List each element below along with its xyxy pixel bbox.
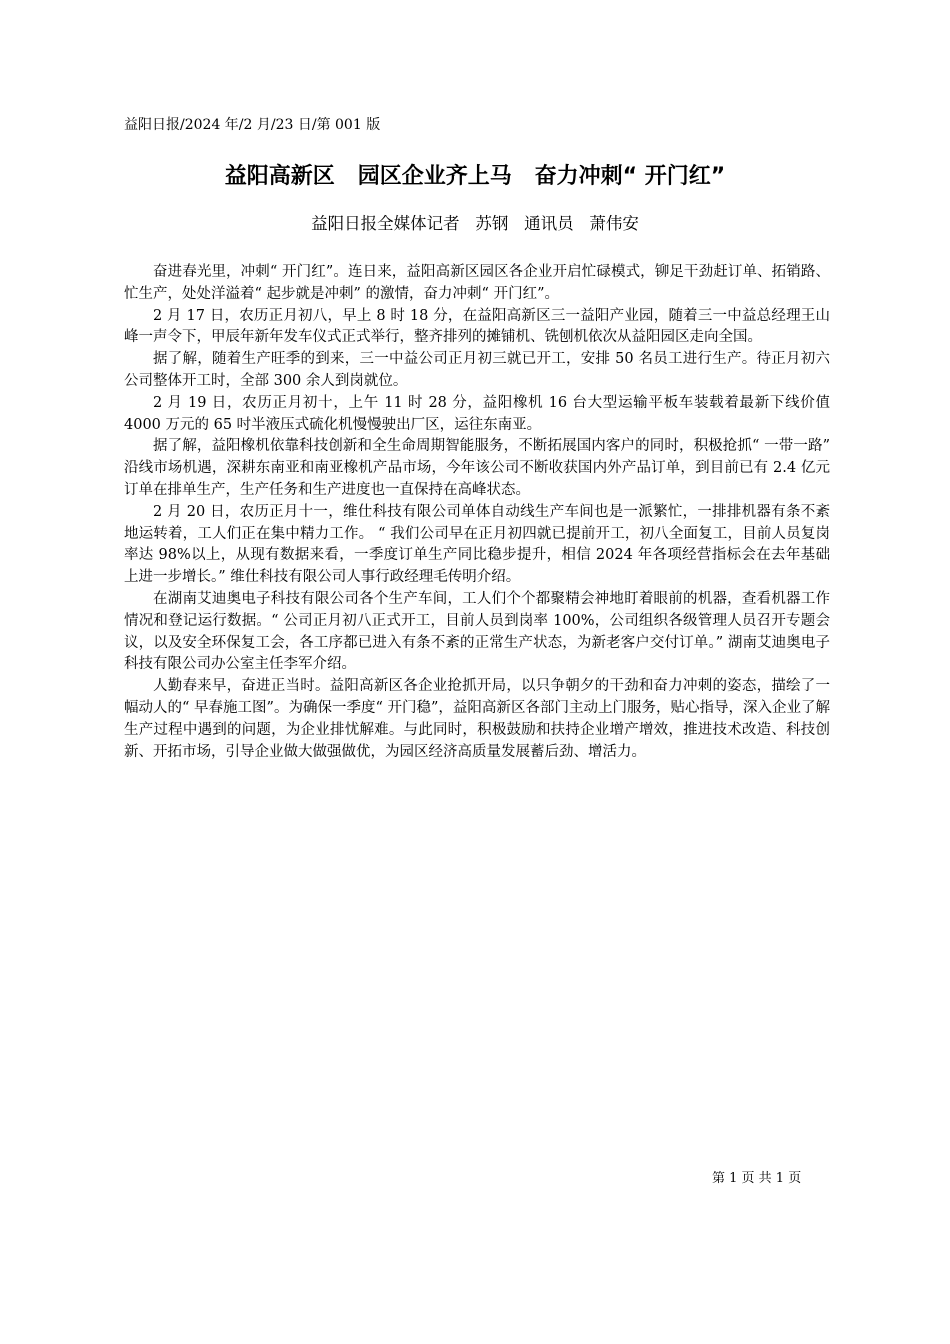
article-body: [124, 262, 830, 763]
paragraph: 2 月 20 日，农历正月十一，维仕科技有限公司单体自动线生产车间也是一派繁忙，一排排机器有条不紊地运转着，工人们正在集中精力工作。 “ 我们公司早在正月初四就已提前开工，初八全面复工，目前人员复岗率达 98%以上，从现有数据来看，一季度订单生产同比稳步提升，相信 2024 年各项经营指标会在去年基础上进一步增长。” 维仕科技有限公司人事行政经理毛传明介绍。: [124, 503, 830, 586]
paragraph: 奋进春光里，冲刺“ 开门红”。连日来，益阳高新区园区各企业开启忙碌模式，铆足干劲赶订单、拓销路、忙生产，处处洋溢着“ 起步就是冲刺” 的激情，奋力冲刺“ 开门红”。: [124, 264, 830, 302]
paragraph: 2 月 19 日，农历正月初十，上午 11 时 28 分，益阳橡机 16 台大型运输平板车装载着最新下线价值 4000 万元的 65 吋半液压式硫化机慢慢驶出厂区，运往东南亚。: [124, 394, 830, 433]
article-title: 益阳高新区 园区企业齐上马 奋力冲刺“ 开门红”: [224, 164, 726, 189]
page-number: 第 1 页 共 1 页: [712, 1171, 802, 1186]
paragraph: 据了解，益阳橡机依靠科技创新和全生命周期智能服务，不断拓展国内客户的同时，积极抢抓“ 一带一路” 沿线市场机遇，深耕东南亚和南亚橡机产品市场，今年该公司不断收获国内外产品订单，到目前已有 2.4 亿元订单在排单生产，生产任务和生产进度也一直保持在高峰状态。: [124, 438, 830, 498]
article-byline: 益阳日报全媒体记者 苏钢 通讯员 萧伟安: [311, 214, 639, 233]
paragraph: 人勤春来早，奋进正当时。益阳高新区各企业抢抓开局，以只争朝夕的干劲和奋力冲刺的姿态，描绘了一幅动人的“ 早春施工图”。为确保一季度“ 开门稳”，益阳高新区各部门主动上门服务，贴心指导，深入企业了解生产过程中遇到的问题，为企业排忧解难。与此同时，积极鼓励和扶持企业增产增效，推进技术改造、科技创新、开拓市场，引导企业做大做强做优，为园区经济高质量发展蓄后劲、增活力。: [124, 678, 830, 760]
source-line: 益阳日报/2024 年/2 月/23 日/第 001 版: [124, 117, 381, 133]
paragraph: 在湖南艾迪奥电子科技有限公司各个生产车间，工人们个个都聚精会神地盯着眼前的机器，查看机器工作情况和登记运行数据。“ 公司正月初八正式开工，目前人员到岗率 100%，公司组织各级管理人员召开专题会议，以及安全环保复工会，各工序都已进入有条不紊的正常生产状态，为新老客户交付订单。” 湖南艾迪奥电子科技有限公司办公室主任李军介绍。: [124, 590, 830, 673]
paragraph: 据了解，随着生产旺季的到来，三一中益公司正月初三就已开工，安排 50 名员工进行生产。待正月初六公司整体开工时，全部 300 余人到岗就位。: [124, 351, 830, 389]
paragraph: 2 月 17 日，农历正月初八，早上 8 时 18 分，在益阳高新区三一益阳产业园，随着三一中益总经理王山峰一声令下，甲辰年新年发车仪式正式举行，整齐排列的摊铺机、铣刨机依次从益阳园区走向全国。: [124, 307, 830, 346]
